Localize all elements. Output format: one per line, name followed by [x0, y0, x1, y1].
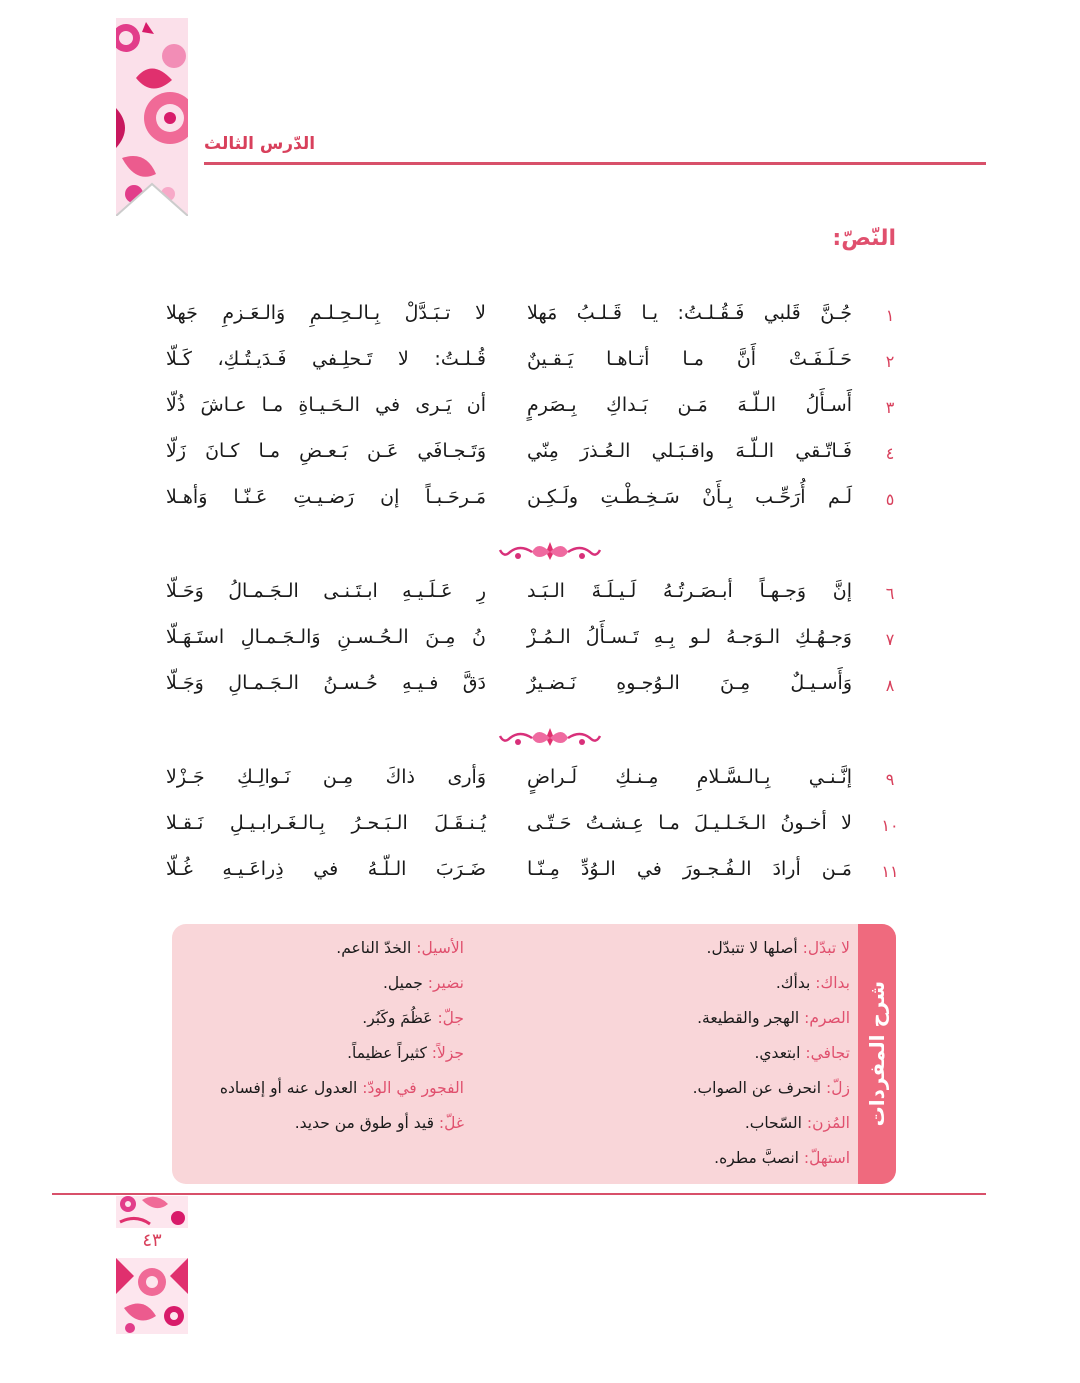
verse	[160, 762, 900, 808]
glossary-item	[184, 1076, 464, 1111]
glossary-right-column	[550, 936, 850, 1181]
verse	[160, 298, 900, 344]
second-hemistich: أن يَـرى في الـحَـيـاةِ مـا عـاشَ ذُلّا	[166, 394, 486, 416]
glossary-term: الأسيل:	[416, 939, 464, 957]
glossary-definition: أصلها لا تتبدّل.	[706, 939, 803, 957]
glossary-definition: الخدّ الناعم.	[336, 939, 417, 957]
second-hemistich: يُـنـقَـلَ الـبَـحـرُ بِـالـغَـرابـيـلِ نَـقـلا	[166, 812, 486, 834]
glossary-term: لا تبدّل:	[802, 939, 850, 957]
glossary-definition: عَظُمَ وكَبُر.	[362, 1009, 438, 1027]
second-hemistich: وَأرى ذاكَ مِـن نَـوالِـكِ جَـزْلا	[166, 766, 486, 788]
glossary-term: المُزن:	[806, 1114, 850, 1132]
glossary-definition: انحرف عن الصواب.	[692, 1079, 827, 1097]
verse-number: ٦	[885, 584, 895, 603]
verse-number: ٥	[885, 490, 895, 509]
glossary-item	[550, 971, 850, 1006]
first-hemistich: لا أخـونُ الـخَـلـيـلَ مـا عِـشـتُ حَـتّـى	[527, 812, 852, 834]
glossary-definition: السّحاب.	[744, 1114, 807, 1132]
second-hemistich: ضَـرَبَ الـلّـهُ في ذِراعَـيـهِ غُـلّا	[166, 858, 486, 880]
verse	[160, 390, 900, 436]
verse-number: ٤	[885, 444, 895, 463]
second-hemistich: دَقَّ فـيـهِ حُـسـنُ الـجَـمـالِ وَجَـلّا	[166, 672, 486, 694]
glossary-definition: ابتعدي.	[754, 1044, 806, 1062]
glossary-item	[550, 1076, 850, 1111]
verse-number: ٧	[885, 630, 895, 649]
first-hemistich: أَسـأَلُ الـلّـهَ مَـن بَـداكِ بِـصَرمٍ	[527, 394, 852, 416]
glossary-item	[184, 971, 464, 1006]
glossary-title: شرح المفردات	[865, 981, 889, 1127]
first-hemistich: حَـلَـفَـتْ أَنَّ مـا أتـاهـا يَـقـينٌ	[527, 348, 852, 370]
glossary-term: زلّ:	[826, 1079, 850, 1097]
verse-number: ١٠	[881, 816, 899, 835]
floral-divider-icon	[498, 540, 602, 564]
first-hemistich: جُـنَّ قَلبي فَـقُـلـتُ: يـا قَـلـبُ مَهلا	[527, 302, 852, 324]
verse-number: ٢	[885, 352, 895, 371]
ornament-pattern-icon	[116, 18, 188, 216]
glossary-left-column	[184, 936, 464, 1146]
glossary-term: جزلاً:	[431, 1044, 464, 1062]
header-rule	[204, 162, 986, 165]
second-hemistich: رِ عَـلَـيـهِ ابـتَـنـى الـجَـمـالُ وَحَـلّا	[166, 580, 486, 602]
second-hemistich: لا تـبَـدَّلْ بِـالـحِـلـمِ وَالـعَـزمِ جَهلا	[166, 302, 486, 324]
verse	[160, 854, 900, 900]
glossary-item	[550, 1006, 850, 1041]
page-number: ٤٣	[142, 1230, 162, 1251]
verse	[160, 576, 900, 622]
verse	[160, 622, 900, 668]
poem	[160, 298, 900, 900]
glossary-term: غلّ:	[438, 1114, 464, 1132]
glossary-definition: كثيراً عظيماً.	[347, 1044, 432, 1062]
glossary-item	[550, 1146, 850, 1181]
glossary-term: الفجور في الودّ:	[362, 1079, 464, 1097]
section-title: النّصّ:	[832, 226, 896, 251]
stanza-divider	[160, 714, 900, 762]
glossary-definition: العدول عنه أو إفساده	[219, 1079, 363, 1097]
verse	[160, 482, 900, 528]
glossary-item	[184, 1041, 464, 1076]
first-hemistich: إنَّـنـي بِـالـسَّـلامِ مِـنـكِ لَـراضٍ	[527, 766, 852, 788]
second-hemistich: وَتَـجـافَي عَـن بَـعـضِ مـا كـانَ زَلّا	[166, 440, 486, 462]
ornament-pattern-icon	[116, 1196, 188, 1228]
verse	[160, 436, 900, 482]
glossary-item	[550, 936, 850, 971]
verse-number: ٨	[885, 676, 895, 695]
glossary-item	[184, 1111, 464, 1146]
first-hemistich: مَـن أرادَ الـفُـجـورَ في الـوُدِّ مِـنّـا	[527, 858, 852, 880]
footer-rule	[52, 1193, 986, 1195]
glossary-definition: جميل.	[382, 974, 428, 992]
ornament-pattern-icon	[116, 1258, 188, 1334]
stanza-divider	[160, 528, 900, 576]
second-hemistich: مَـرحَـبـاً إن رَضـيـتِ عَـنّـا وَأهـلا	[166, 486, 486, 508]
verse	[160, 808, 900, 854]
footer-ornament-bottom	[116, 1258, 188, 1334]
verse-number: ١١	[881, 862, 899, 881]
verse-number: ١	[885, 306, 895, 325]
first-hemistich: وَجـهُـكِ الـوَجـهُ لـو بِـهِ تَـسـأَلُ الـمُـزْ	[527, 626, 852, 648]
first-hemistich: لَـم أُرَحِّـب بِـأَنْ سَـخِـطْـتِ ولَـكِـن	[527, 486, 852, 508]
second-hemistich: نُ مِـنَ الـحُـسـنِ وَالـجَـمـالِ استَـهَـلّا	[166, 626, 486, 648]
glossary-definition: بدأك.	[775, 974, 816, 992]
verse	[160, 344, 900, 390]
glossary-term: الصرم:	[804, 1009, 850, 1027]
glossary-definition: الهجر والقطيعة.	[697, 1009, 805, 1027]
glossary-item	[184, 1006, 464, 1041]
glossary-item	[550, 1111, 850, 1146]
glossary-definition: قيد أو طوق من حديد.	[294, 1114, 439, 1132]
verse-number: ٣	[885, 398, 895, 417]
first-hemistich: إنَّ وَجـهـاً أبـصَـرتُـهُ لَـيـلَـةَ الـبَـد	[527, 580, 852, 602]
glossary-term: استهلّ:	[803, 1149, 850, 1167]
decorative-ribbon	[116, 18, 188, 216]
first-hemistich: فَـاتّـقي الـلّـهَ واقـبَـلي الـعُـذرَ مِنّي	[527, 440, 852, 462]
glossary-item	[184, 936, 464, 971]
glossary-term: تجافي:	[805, 1044, 850, 1062]
lesson-label: الدّرس الثالث	[204, 134, 316, 154]
glossary-panel	[172, 924, 896, 1184]
glossary-item	[550, 1041, 850, 1076]
first-hemistich: وَأَسـيـلٌ مِـنَ الـوُجـوهِ نَـضـيرٌ	[527, 672, 852, 694]
footer-ornament-top	[116, 1196, 188, 1228]
verse	[160, 668, 900, 714]
glossary-term: بداك:	[815, 974, 850, 992]
verse-number: ٩	[885, 770, 895, 789]
glossary-term: جلّ:	[437, 1009, 464, 1027]
glossary-title-wrap	[860, 936, 894, 1172]
floral-divider-icon	[498, 726, 602, 750]
second-hemistich: قُـلـتُ: لا تَـحلِـفي فَـدَيـتُـكِ، كَـلّا	[166, 348, 486, 370]
glossary-definition: انصبَّ مطره.	[714, 1149, 804, 1167]
glossary-term: نضير:	[427, 974, 464, 992]
